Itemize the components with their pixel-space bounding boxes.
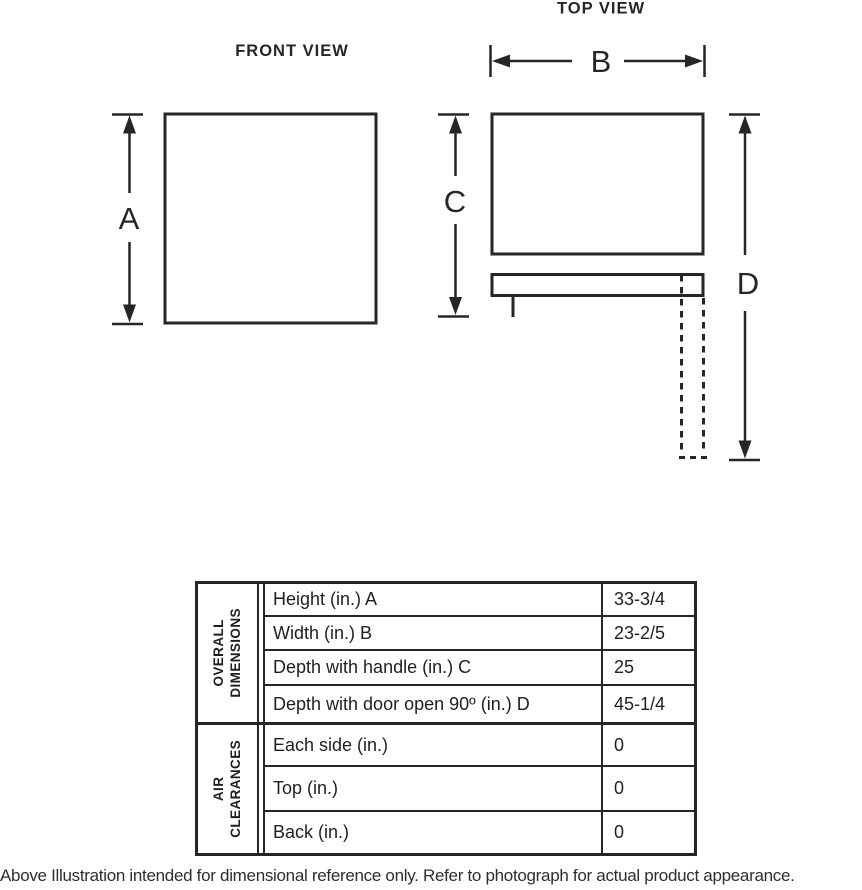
group-header-line: DIMENSIONS (227, 608, 243, 698)
top-view-title: TOP VIEW (556, 0, 646, 18)
row-label: Back (in.) (273, 822, 350, 842)
arrowhead-down-icon (123, 305, 136, 323)
row-label: Width (in.) B (273, 622, 373, 643)
row-label: Height (in.) A (273, 589, 378, 609)
dimension-b-label: B (590, 44, 612, 79)
row-label: Depth with handle (in.) C (273, 657, 472, 677)
arrowhead-left-icon (492, 55, 510, 68)
table-row (265, 684, 694, 722)
footer-disclaimer: Above Illustration intended for dimensional reference only. Refer to photograph for actual product appearance. (0, 866, 795, 885)
arrowhead-up-icon (739, 116, 752, 134)
front-view-outline (165, 114, 376, 323)
door-open-dashed-outline (679, 275, 707, 458)
overall-dimensions-section (198, 584, 694, 722)
dimension-a-label: A (118, 201, 140, 236)
group-header-line: CLEARANCES (227, 740, 243, 838)
dimensions-table (195, 581, 697, 856)
row-label: Each side (in.) (273, 734, 389, 755)
arrowhead-right-icon (685, 55, 703, 68)
row-label: Top (in.) (273, 778, 339, 798)
row-value: 0 (601, 767, 694, 810)
table-row (265, 725, 694, 765)
row-label: Depth with door open 90º (in.) D (273, 693, 530, 714)
top-view-cabinet-outline (492, 114, 703, 254)
arrowhead-up-icon (449, 116, 462, 134)
dimension-c-label: C (443, 184, 467, 219)
row-value: 25 (601, 651, 694, 684)
air-clearances-group-header (198, 725, 259, 853)
group-header-line: OVERALL (210, 619, 226, 687)
row-value: 23-2/5 (601, 617, 694, 649)
group-header-line: AIR (210, 776, 226, 802)
table-row (265, 615, 694, 649)
row-value: 0 (601, 812, 694, 853)
dimension-d-label: D (736, 266, 760, 301)
table-row (265, 765, 694, 810)
table-row (265, 649, 694, 684)
air-clearances-section (198, 722, 694, 853)
arrowhead-down-icon (739, 441, 752, 459)
arrowhead-down-icon (449, 297, 462, 315)
front-view-title: FRONT VIEW (235, 42, 349, 60)
row-value: 33-3/4 (601, 584, 694, 615)
table-row (265, 584, 694, 615)
row-value: 0 (601, 725, 694, 765)
overall-dimensions-group-header (198, 584, 259, 722)
top-view-door-outline (492, 275, 703, 296)
table-row (265, 810, 694, 853)
row-value: 45-1/4 (601, 686, 694, 722)
arrowhead-up-icon (123, 116, 136, 134)
